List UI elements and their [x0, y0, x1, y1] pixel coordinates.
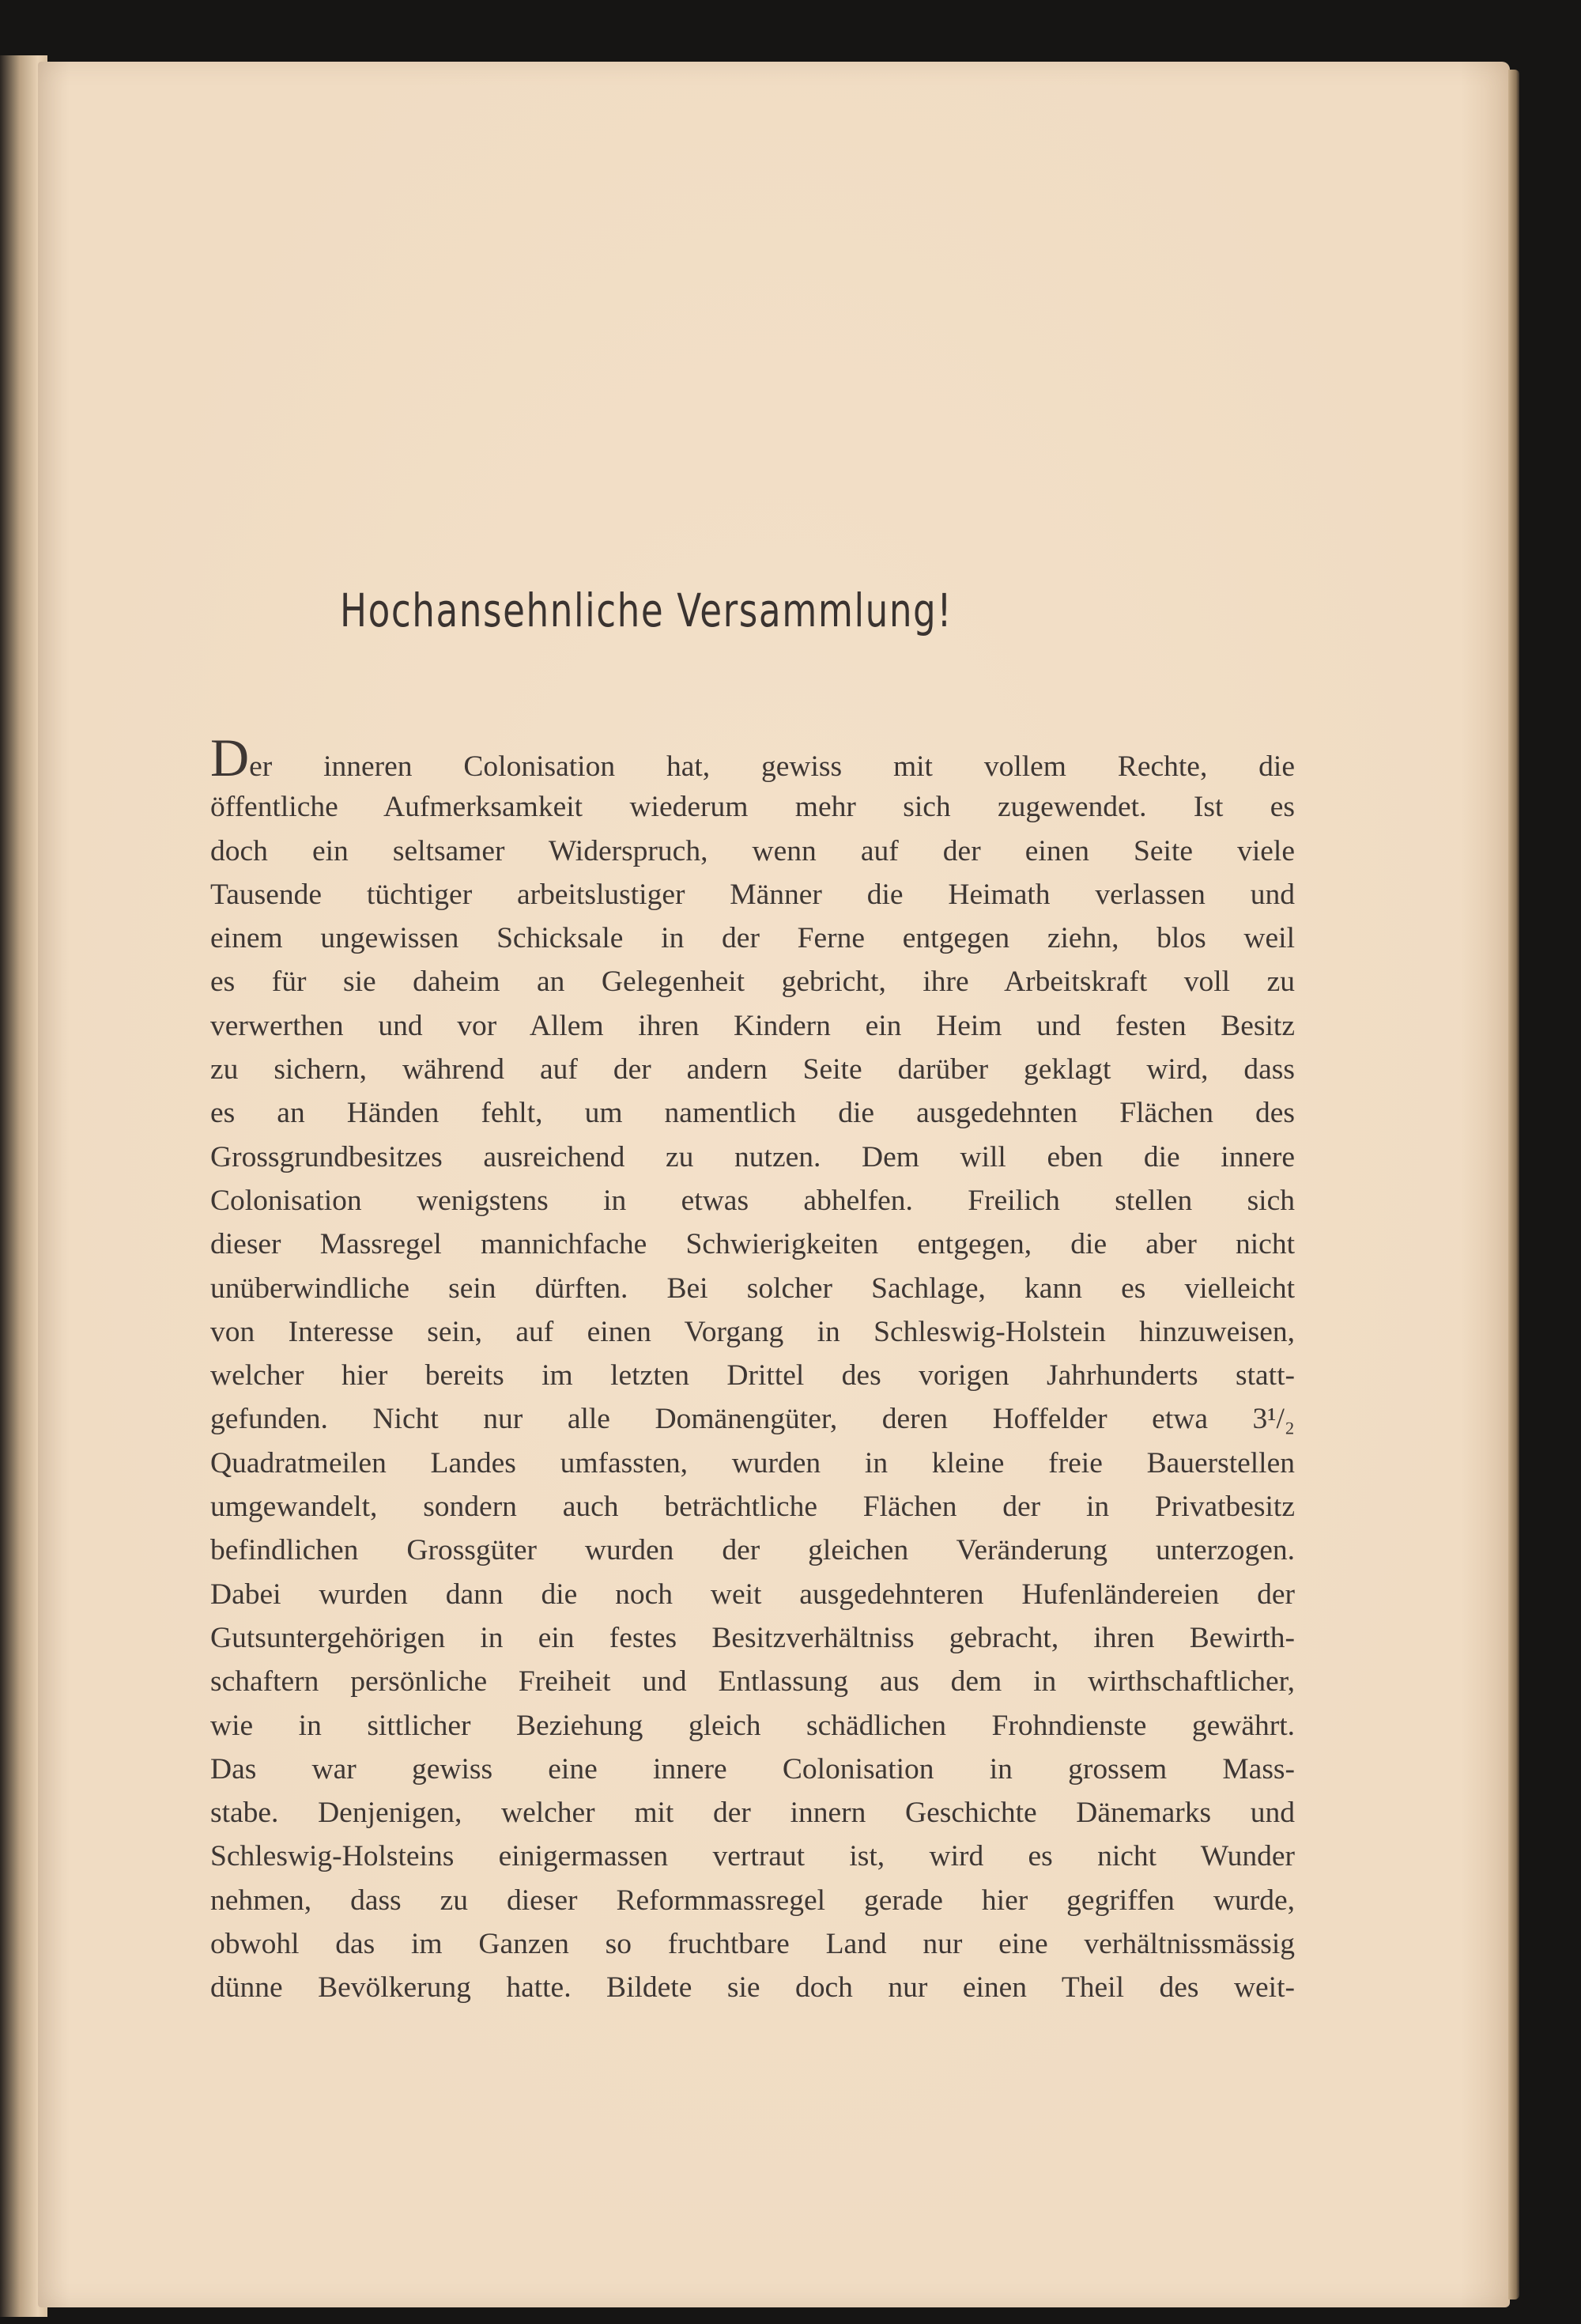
text-line: öffentliche Aufmerksamkeit wiederum mehr sich zugewendet. Ist es — [210, 791, 1295, 824]
text-line: dieser Massregel mannichfache Schwierigkeiten entgegen, die aber nicht — [210, 1228, 1295, 1261]
text-line: Grossgrundbesitzes ausreichend zu nutzen. Dem will eben die innere — [210, 1140, 1295, 1173]
text-line: Gutsuntergehörigen in ein festes Besitzverhältniss gebracht, ihren Bewirth- — [210, 1621, 1295, 1654]
text-line: es an Händen fehlt, um namentlich die ausgedehnten Flächen des — [210, 1097, 1295, 1130]
text-line: obwohl das im Ganzen so fruchtbare Land nur eine verhältnissmässig — [210, 1928, 1295, 1961]
text-line: Colonisation wenigstens in etwas abhelfen. Freilich stellen sich — [210, 1184, 1295, 1217]
text-line: welcher hier bereits im letzten Drittel des vorigen Jahrhunderts statt- — [210, 1359, 1295, 1393]
text-line: Der inneren Colonisation hat, gewiss mit vollem Rechte, die — [210, 727, 1295, 788]
text-line: gefunden. Nicht nur alle Domänengüter, deren Hoffelder etwa 3¹/₂ — [210, 1403, 1295, 1436]
body-text — [210, 727, 1295, 2010]
text-line: Das war gewiss eine innere Colonisation in grossem Mass- — [210, 1752, 1295, 1786]
drop-initial: D — [210, 727, 250, 788]
text-line: zu sichern, während auf der andern Seite darüber geklagt wird, dass — [210, 1053, 1295, 1086]
text-line: umgewandelt, sondern auch beträchtliche Flächen der in Privatbesitz — [210, 1491, 1295, 1524]
text-line: befindlichen Grossgüter wurden der gleichen Veränderung unterzogen. — [210, 1534, 1295, 1567]
text-line: nehmen, dass zu dieser Reformmassregel gerade hier gegriffen wurde, — [210, 1884, 1295, 1917]
page-fore-edge — [1508, 70, 1519, 2299]
text-line: verwerthen und vor Allem ihren Kindern ein Heim und festen Besitz — [210, 1009, 1295, 1042]
text-line: von Interesse sein, auf einen Vorgang in Schleswig-Holstein hinzuweisen, — [210, 1315, 1295, 1348]
text-line: doch ein seltsamer Widerspruch, wenn auf der einen Seite viele — [210, 834, 1295, 867]
text-line: Schleswig-Holsteins einigermassen vertraut ist, wird es nicht Wunder — [210, 1840, 1295, 1873]
text-line: dünne Bevölkerung hatte. Bildete sie doch nur einen Theil des weit- — [210, 1971, 1295, 2005]
text-line: unüberwindliche sein dürften. Bei solcher Sachlage, kann es vielleicht — [210, 1272, 1295, 1305]
text-line: wie in sittlicher Beziehung gleich schädlichen Frohndienste gewährt. — [210, 1709, 1295, 1742]
text-line: stabe. Denjenigen, welcher mit der innern Geschichte Dänemarks und — [210, 1797, 1295, 1830]
text-line: Quadratmeilen Landes umfassten, wurden in kleine freie Bauerstellen — [210, 1446, 1295, 1479]
text-line: es für sie daheim an Gelegenheit gebricht, ihre Arbeitskraft voll zu — [210, 965, 1295, 999]
page-title: Hochansehnliche Versammlung! — [340, 584, 953, 637]
text-line: Tausende tüchtiger arbeitslustiger Männer die Heimath verlassen und — [210, 878, 1295, 911]
text-line: schaftern persönliche Freiheit und Entlassung aus dem in wirthschaftlicher, — [210, 1665, 1295, 1699]
text-line: Dabei wurden dann die noch weit ausgedehnteren Hufenländereien der — [210, 1578, 1295, 1611]
paper-page — [38, 62, 1510, 2307]
text-line: einem ungewissen Schicksale in der Ferne entgegen ziehn, blos weil — [210, 922, 1295, 955]
